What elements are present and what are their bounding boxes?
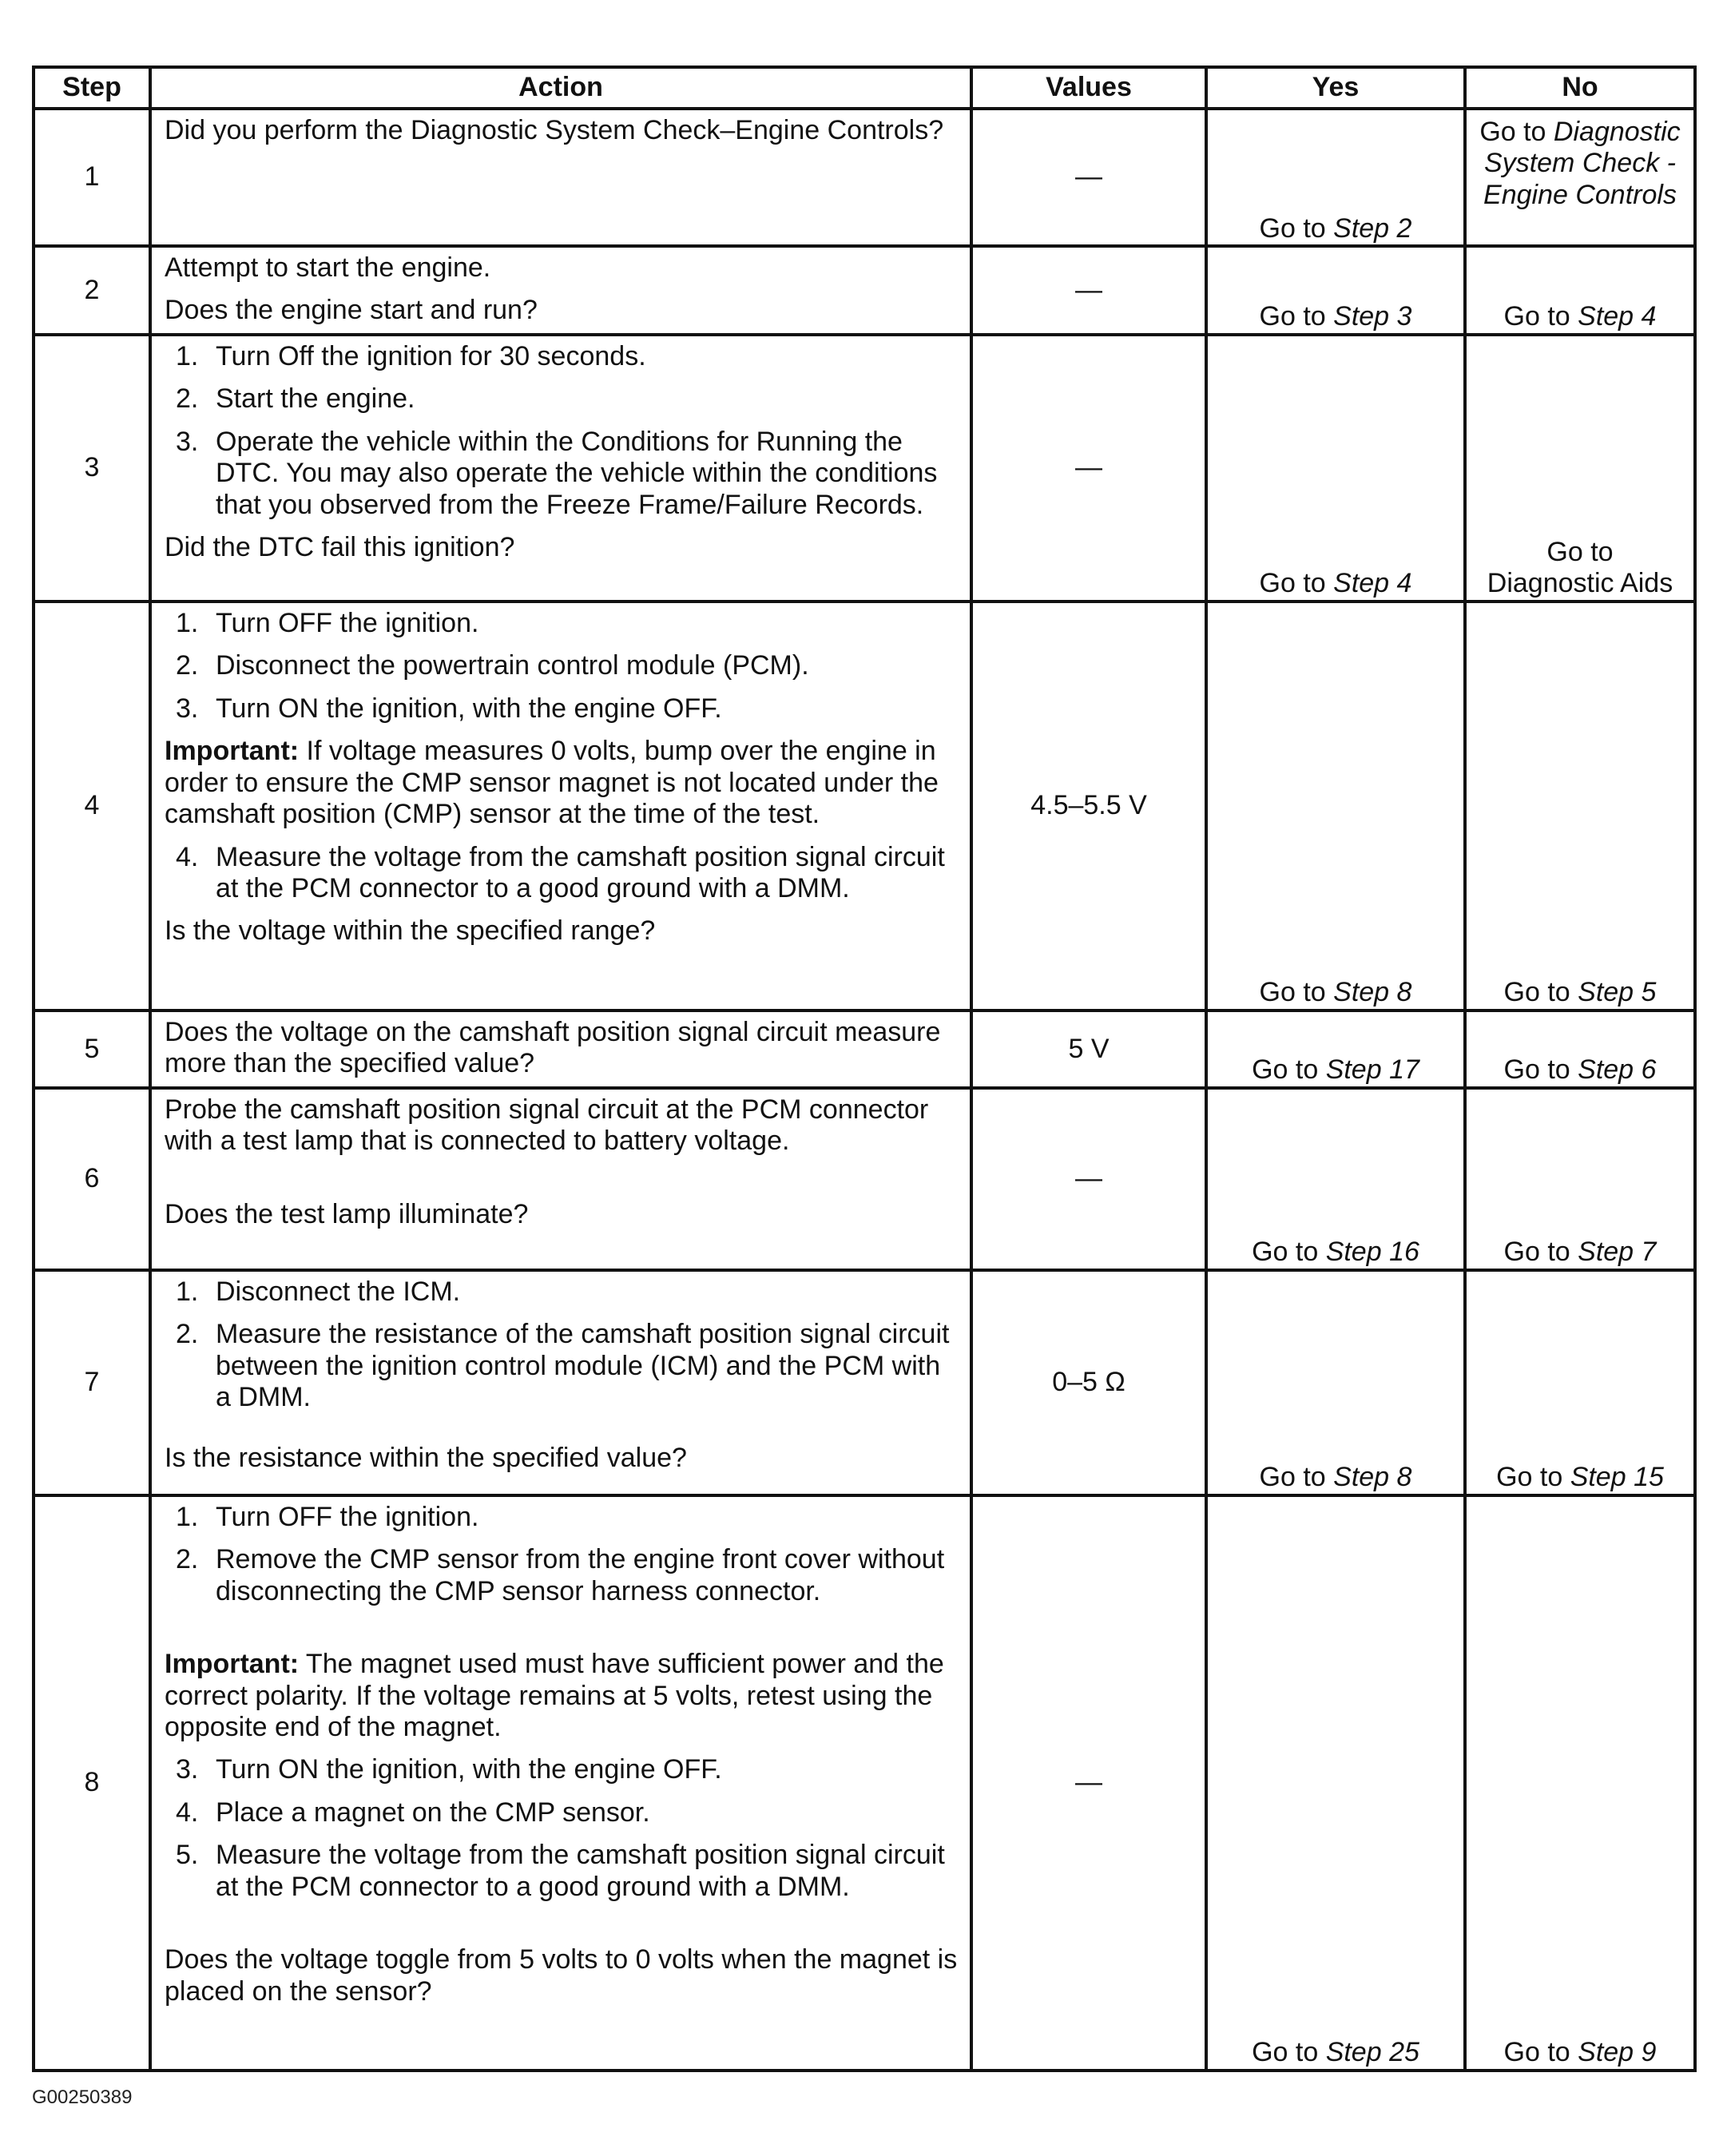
list-item: 5. Measure the voltage from the camshaft position signal circuit at the PCM connector to a good ground with a DMM. bbox=[176, 1840, 945, 1902]
action-text: Did you perform the Diagnostic System Check–Engine Controls? bbox=[165, 115, 944, 145]
step-number: 4 bbox=[34, 602, 150, 1011]
header-row bbox=[34, 67, 1695, 109]
no-cell: Go to Step 5 bbox=[1465, 602, 1695, 1011]
step-number: 5 bbox=[34, 1011, 150, 1088]
values-cell: 0–5 Ω bbox=[971, 1270, 1206, 1495]
list-item: 1. Turn Off the ignition for 30 seconds. bbox=[176, 340, 646, 371]
important-note: Important: The magnet used must have sufficient power and the correct polarity. If the voltage remains at 5 volts, retest using the opposite end of the magnet. bbox=[165, 1649, 944, 1742]
action-cell bbox=[150, 109, 971, 246]
step-link: Step 7 bbox=[1578, 1237, 1657, 1268]
step-number: 6 bbox=[34, 1088, 150, 1270]
action-text: Attempt to start the engine. bbox=[165, 252, 491, 283]
no-cell: Go to Step 6 bbox=[1465, 1011, 1695, 1088]
table-row bbox=[34, 109, 1695, 246]
important-note: Important: If voltage measures 0 volts, bump over the engine in order to ensure the CMP sensor magnet is not located under the camshaft position (CMP) sensor at the time of the test. bbox=[165, 736, 939, 830]
yes-cell: Go to Step 8 bbox=[1206, 602, 1465, 1011]
no-cell: Go to Step 7 bbox=[1465, 1088, 1695, 1270]
action-question: Did the DTC fail this ignition? bbox=[165, 532, 515, 563]
header-action: Action bbox=[150, 67, 971, 109]
list-item: 3. Operate the vehicle within the Conditions for Running the DTC. You may also operate the vehicle within the conditions that you observed from the Freeze Frame/Failure Records. bbox=[176, 426, 938, 520]
yes-cell: Go to Step 4 bbox=[1206, 335, 1465, 602]
action-question: Is the voltage within the specified range? bbox=[165, 915, 656, 947]
list-item: 2. Measure the resistance of the camshaft position signal circuit between the ignition control module (ICM) and the PCM with a DMM. bbox=[176, 1319, 950, 1413]
yes-cell: Go to Step 2 bbox=[1206, 109, 1465, 246]
yes-cell: Go to Step 16 bbox=[1206, 1088, 1465, 1270]
table-row bbox=[34, 602, 1695, 1011]
action-question: Is the resistance within the specified value? bbox=[165, 1442, 687, 1473]
step-link: Step 4 bbox=[1578, 301, 1657, 332]
action-question: Does the test lamp illuminate? bbox=[165, 1198, 529, 1229]
action-text: Probe the camshaft position signal circuit at the PCM connector with a test lamp that is connected to battery voltage. bbox=[165, 1094, 929, 1157]
table-row bbox=[34, 1270, 1695, 1495]
no-cell: Go to Step 9 bbox=[1465, 1495, 1695, 2071]
yes-cell: Go to Step 25 bbox=[1206, 1495, 1465, 2071]
list-item: 2. Remove the CMP sensor from the engine front cover without disconnecting the CMP sensor harness connector. bbox=[176, 1544, 945, 1606]
action-question: Does the engine start and run? bbox=[165, 295, 538, 326]
step-number: 2 bbox=[34, 246, 150, 335]
table-row bbox=[34, 1088, 1695, 1270]
values-cell: — bbox=[971, 335, 1206, 602]
list-item: 2. Disconnect the powertrain control module (PCM). bbox=[176, 650, 809, 681]
no-cell: Go to Step 4 bbox=[1465, 246, 1695, 335]
values-cell: — bbox=[971, 109, 1206, 246]
step-link: Step 5 bbox=[1578, 977, 1657, 1008]
action-question: Does the voltage toggle from 5 volts to 0 volts when the magnet is placed on the sensor? bbox=[165, 1944, 958, 2007]
action-cell bbox=[150, 1270, 971, 1495]
figure-id: G00250389 bbox=[32, 2087, 133, 2108]
yes-cell: Go to Step 3 bbox=[1206, 246, 1465, 335]
step-link: Step 25 bbox=[1325, 2037, 1419, 2068]
step-link: Step 8 bbox=[1333, 977, 1412, 1008]
action-cell bbox=[150, 1011, 971, 1088]
step-link: Step 3 bbox=[1333, 301, 1412, 332]
no-cell: Go to Diagnostic System Check - Engine Controls bbox=[1465, 109, 1695, 246]
step-number: 3 bbox=[34, 335, 150, 602]
list-item: 3. Turn ON the ignition, with the engine OFF. bbox=[176, 1754, 722, 1785]
step-link: Step 16 bbox=[1325, 1237, 1419, 1268]
header-step: Step bbox=[34, 67, 150, 109]
table-row bbox=[34, 1495, 1695, 2071]
values-cell: — bbox=[971, 1495, 1206, 2071]
step-number: 7 bbox=[34, 1270, 150, 1495]
step-link: Step 15 bbox=[1570, 1462, 1664, 1493]
values-cell: 5 V bbox=[971, 1011, 1206, 1088]
step-link: Step 4 bbox=[1333, 568, 1412, 599]
action-cell bbox=[150, 246, 971, 335]
no-cell: Go to Diagnostic Aids bbox=[1465, 335, 1695, 602]
step-link: Step 9 bbox=[1578, 2037, 1657, 2068]
step-link: Step 17 bbox=[1325, 1054, 1419, 1086]
list-item: 1. Turn OFF the ignition. bbox=[176, 607, 479, 638]
action-cell bbox=[150, 1088, 971, 1270]
list-item: 4. Place a magnet on the CMP sensor. bbox=[176, 1797, 650, 1828]
list-item: 1. Turn OFF the ignition. bbox=[176, 1501, 479, 1532]
values-cell: — bbox=[971, 1088, 1206, 1270]
values-cell: — bbox=[971, 246, 1206, 335]
diagnostic-aids-link: Diagnostic Aids bbox=[1487, 568, 1673, 599]
step-link: Step 6 bbox=[1578, 1054, 1657, 1086]
header-no: No bbox=[1465, 67, 1695, 109]
action-cell bbox=[150, 1495, 971, 2071]
header-values: Values bbox=[971, 67, 1206, 109]
action-cell bbox=[150, 335, 971, 602]
diagnostic-table bbox=[32, 66, 1697, 2072]
list-item: 1. Disconnect the ICM. bbox=[176, 1276, 461, 1307]
step-number: 1 bbox=[34, 109, 150, 246]
step-link: Step 2 bbox=[1333, 212, 1412, 244]
list-item: 3. Turn ON the ignition, with the engine OFF. bbox=[176, 693, 722, 724]
step-number: 8 bbox=[34, 1495, 150, 2071]
step-link: Step 8 bbox=[1333, 1462, 1412, 1493]
yes-cell: Go to Step 8 bbox=[1206, 1270, 1465, 1495]
table-row bbox=[34, 335, 1695, 602]
table-row bbox=[34, 246, 1695, 335]
table-row bbox=[34, 1011, 1695, 1088]
header-yes: Yes bbox=[1206, 67, 1465, 109]
yes-cell: Go to Step 17 bbox=[1206, 1011, 1465, 1088]
action-cell bbox=[150, 602, 971, 1011]
list-item: 4. Measure the voltage from the camshaft position signal circuit at the PCM connector to a good ground with a DMM. bbox=[176, 841, 945, 903]
values-cell: 4.5–5.5 V bbox=[971, 602, 1206, 1011]
step-link: Diagnostic System Check - Engine Controls bbox=[1483, 117, 1681, 210]
action-question: Does the voltage on the camshaft position signal circuit measure more than the specified value? bbox=[165, 1016, 941, 1079]
no-cell: Go to Step 15 bbox=[1465, 1270, 1695, 1495]
list-item: 2. Start the engine. bbox=[176, 383, 415, 415]
